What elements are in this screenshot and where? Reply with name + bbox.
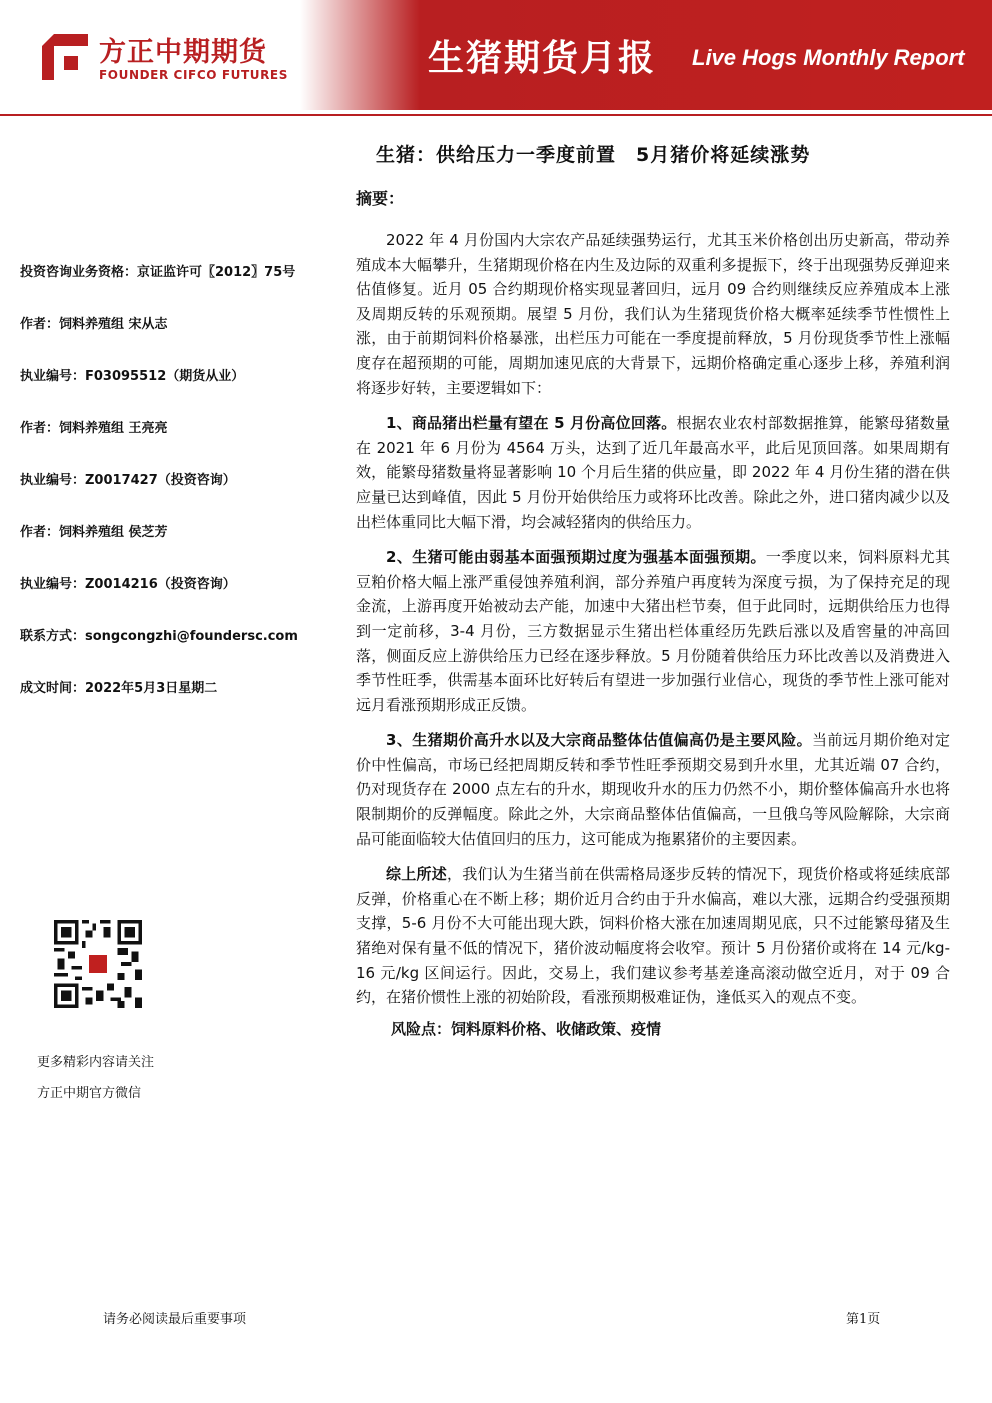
conclusion-heading: 综上所述 bbox=[386, 865, 447, 884]
conclusion-paragraph bbox=[356, 862, 950, 1010]
abstract-label: 摘要： bbox=[356, 189, 405, 208]
license-number: 执业编号：Z0014216（投资咨询） bbox=[20, 577, 236, 592]
logic-text: 当前远月期价绝对定价中性偏高，市场已经把周期反转和季节性旺季预期交易到升水里，尤其近端 07 合约，仍对现货存在 2000 点左右的升水，期现收升水的压力仍然不小，期价整体偏高升水也将限制期价的反弹幅度。除此之外，大宗商品整体估值偏高，一旦俄乌等风险解除，大宗商品可能面临较大估值回归的压力，这可能成为拖累猪价的主要因素。 bbox=[356, 731, 950, 848]
author: 作者：饲料养殖组 侯芝芳 bbox=[20, 525, 168, 540]
logic-heading: 1、商品猪出栏量有望在 5 月份高位回落。 bbox=[386, 414, 677, 433]
logic-text: 根据农业农村部数据推算，能繁母猪数量在 2021 年 6 月份为 4564 万头，达到了近几年最高水平，此后见顶回落。如果周期有效，能繁母猪数量将显著影响 10 个月后生猪的供应量，即 2022 年 4 月份生猪的潜在供应量已达到峰值，因此 5 月份开始供给压力或将环比改善。除此之外，进口猪肉减少以及出栏体重同比大幅下滑，均会减轻猪肉的供给压力。 bbox=[356, 414, 950, 531]
report-type-en: Live Hogs Monthly Report bbox=[692, 45, 965, 70]
conclusion-text: ，我们认为生猪当前在供需格局逐步反转的情况下，现货价格或将延续底部反弹，价格重心在不断上移；期价近月合约由于升水偏高，难以大涨，远期合约受强预期支撑，5-6 月份不大可能出现大跌，饲料价格大涨在加速周期见底，只不过能繁母猪及生猪绝对保有量不低的情况下，猪价波动幅度将会收窄。预计 5 月份猪价或将在 14 元/kg-16 元/kg 区间运行。因此，交易上，我们建议参考基差逢高滚动做空近月，对于 09 合约，在猪价惯性上涨的初始阶段，看涨预期极难证伪，逢低买入的观点不变。 bbox=[356, 865, 950, 1007]
author: 作者：饲料养殖组 王亮亮 bbox=[20, 421, 168, 436]
header-divider bbox=[0, 114, 992, 116]
risk-points bbox=[356, 1017, 950, 1042]
qr-caption: 更多精彩内容请关注 bbox=[37, 1055, 155, 1070]
report-body bbox=[356, 228, 950, 1052]
logic-heading: 2、生猪可能由弱基本面强预期过度为强基本面强预期。 bbox=[386, 548, 766, 567]
company-logo-icon bbox=[42, 34, 88, 80]
page-number: 第1页 bbox=[846, 1312, 881, 1327]
page-header bbox=[0, 0, 992, 118]
company-name-cn: 方正中期期货 bbox=[99, 37, 267, 68]
qr-code-icon bbox=[54, 920, 142, 1008]
author: 作者：饲料养殖组 宋从志 bbox=[20, 317, 168, 332]
qualification: 投资咨询业务资格：京证监许可〖2012〗75号 bbox=[20, 265, 296, 280]
summary-paragraph: 2022 年 4 月份国内大宗农产品延续强势运行，尤其玉米价格创出历史新高，带动养殖成本大幅攀升，生猪期现价格在内生及边际的双重利多提振下，终于出现强势反弹迎来估值修复。近月 05 合约期现价格实现显著回归，远月 09 合约则继续反应养殖成本上涨及周期反转的乐观预期。展望 5 月份，我们认为生猪现货价格大概率延续季节性惯性上涨，由于前期饲料价格暴涨，出栏压力可能在一季度提前释放，5 月份现货季节性上涨幅度存在超预期的可能，周期加速见底的大背景下，远期价格确定重心逐步上移，养殖利润将逐步好转，主要逻辑如下： bbox=[356, 231, 950, 397]
footer-notice: 请务必阅读最后重要事项 bbox=[103, 1312, 247, 1327]
logic-text: 一季度以来，饲料原料尤其豆粕价格大幅上涨严重侵蚀养殖利润，部分养殖户再度转为深度亏损，为了保持充足的现金流，上游再度开始被动去产能，加速中大猪出栏节奏，但于此同时，远期供给压力也得到一定前移，3-4 月份，三方数据显示生猪出栏体重经历先跌后涨以及盾窖量的冲高回落，侧面反应上游供给压力已经在逐步释放。5 月份随着供给压力环比改善以及消费进入季节性旺季，供需基本面环比好转后有望进一步加强行业信心，现货的季节性上涨可能对远月看涨预期形成正反馈。 bbox=[356, 548, 950, 714]
logic-paragraph-2 bbox=[356, 545, 950, 717]
company-name-en: FOUNDER CIFCO FUTURES bbox=[99, 68, 288, 82]
author-sidebar bbox=[20, 263, 330, 731]
logic-paragraph-1 bbox=[356, 411, 950, 534]
license-number: 执业编号：F03095512（期货从业） bbox=[20, 369, 245, 384]
written-date: 成文时间：2022年5月3日星期二 bbox=[20, 681, 218, 696]
qr-caption: 方正中期官方微信 bbox=[37, 1086, 142, 1101]
license-number: 执业编号：Z0017427（投资咨询） bbox=[20, 473, 236, 488]
logic-heading: 3、生猪期价高升水以及大宗商品整体估值偏高仍是主要风险。 bbox=[386, 731, 812, 750]
report-type-cn: 生猪期货月报 bbox=[428, 38, 657, 79]
logic-paragraph-3 bbox=[356, 728, 950, 851]
report-title: 生猪：供给压力一季度前置 5月猪价将延续涨势 bbox=[376, 144, 811, 166]
risk-text: 风险点：饲料原料价格、收储政策、疫情 bbox=[391, 1019, 662, 1038]
contact-email[interactable]: 联系方式：songcongzhi@foundersc.com bbox=[20, 629, 298, 644]
